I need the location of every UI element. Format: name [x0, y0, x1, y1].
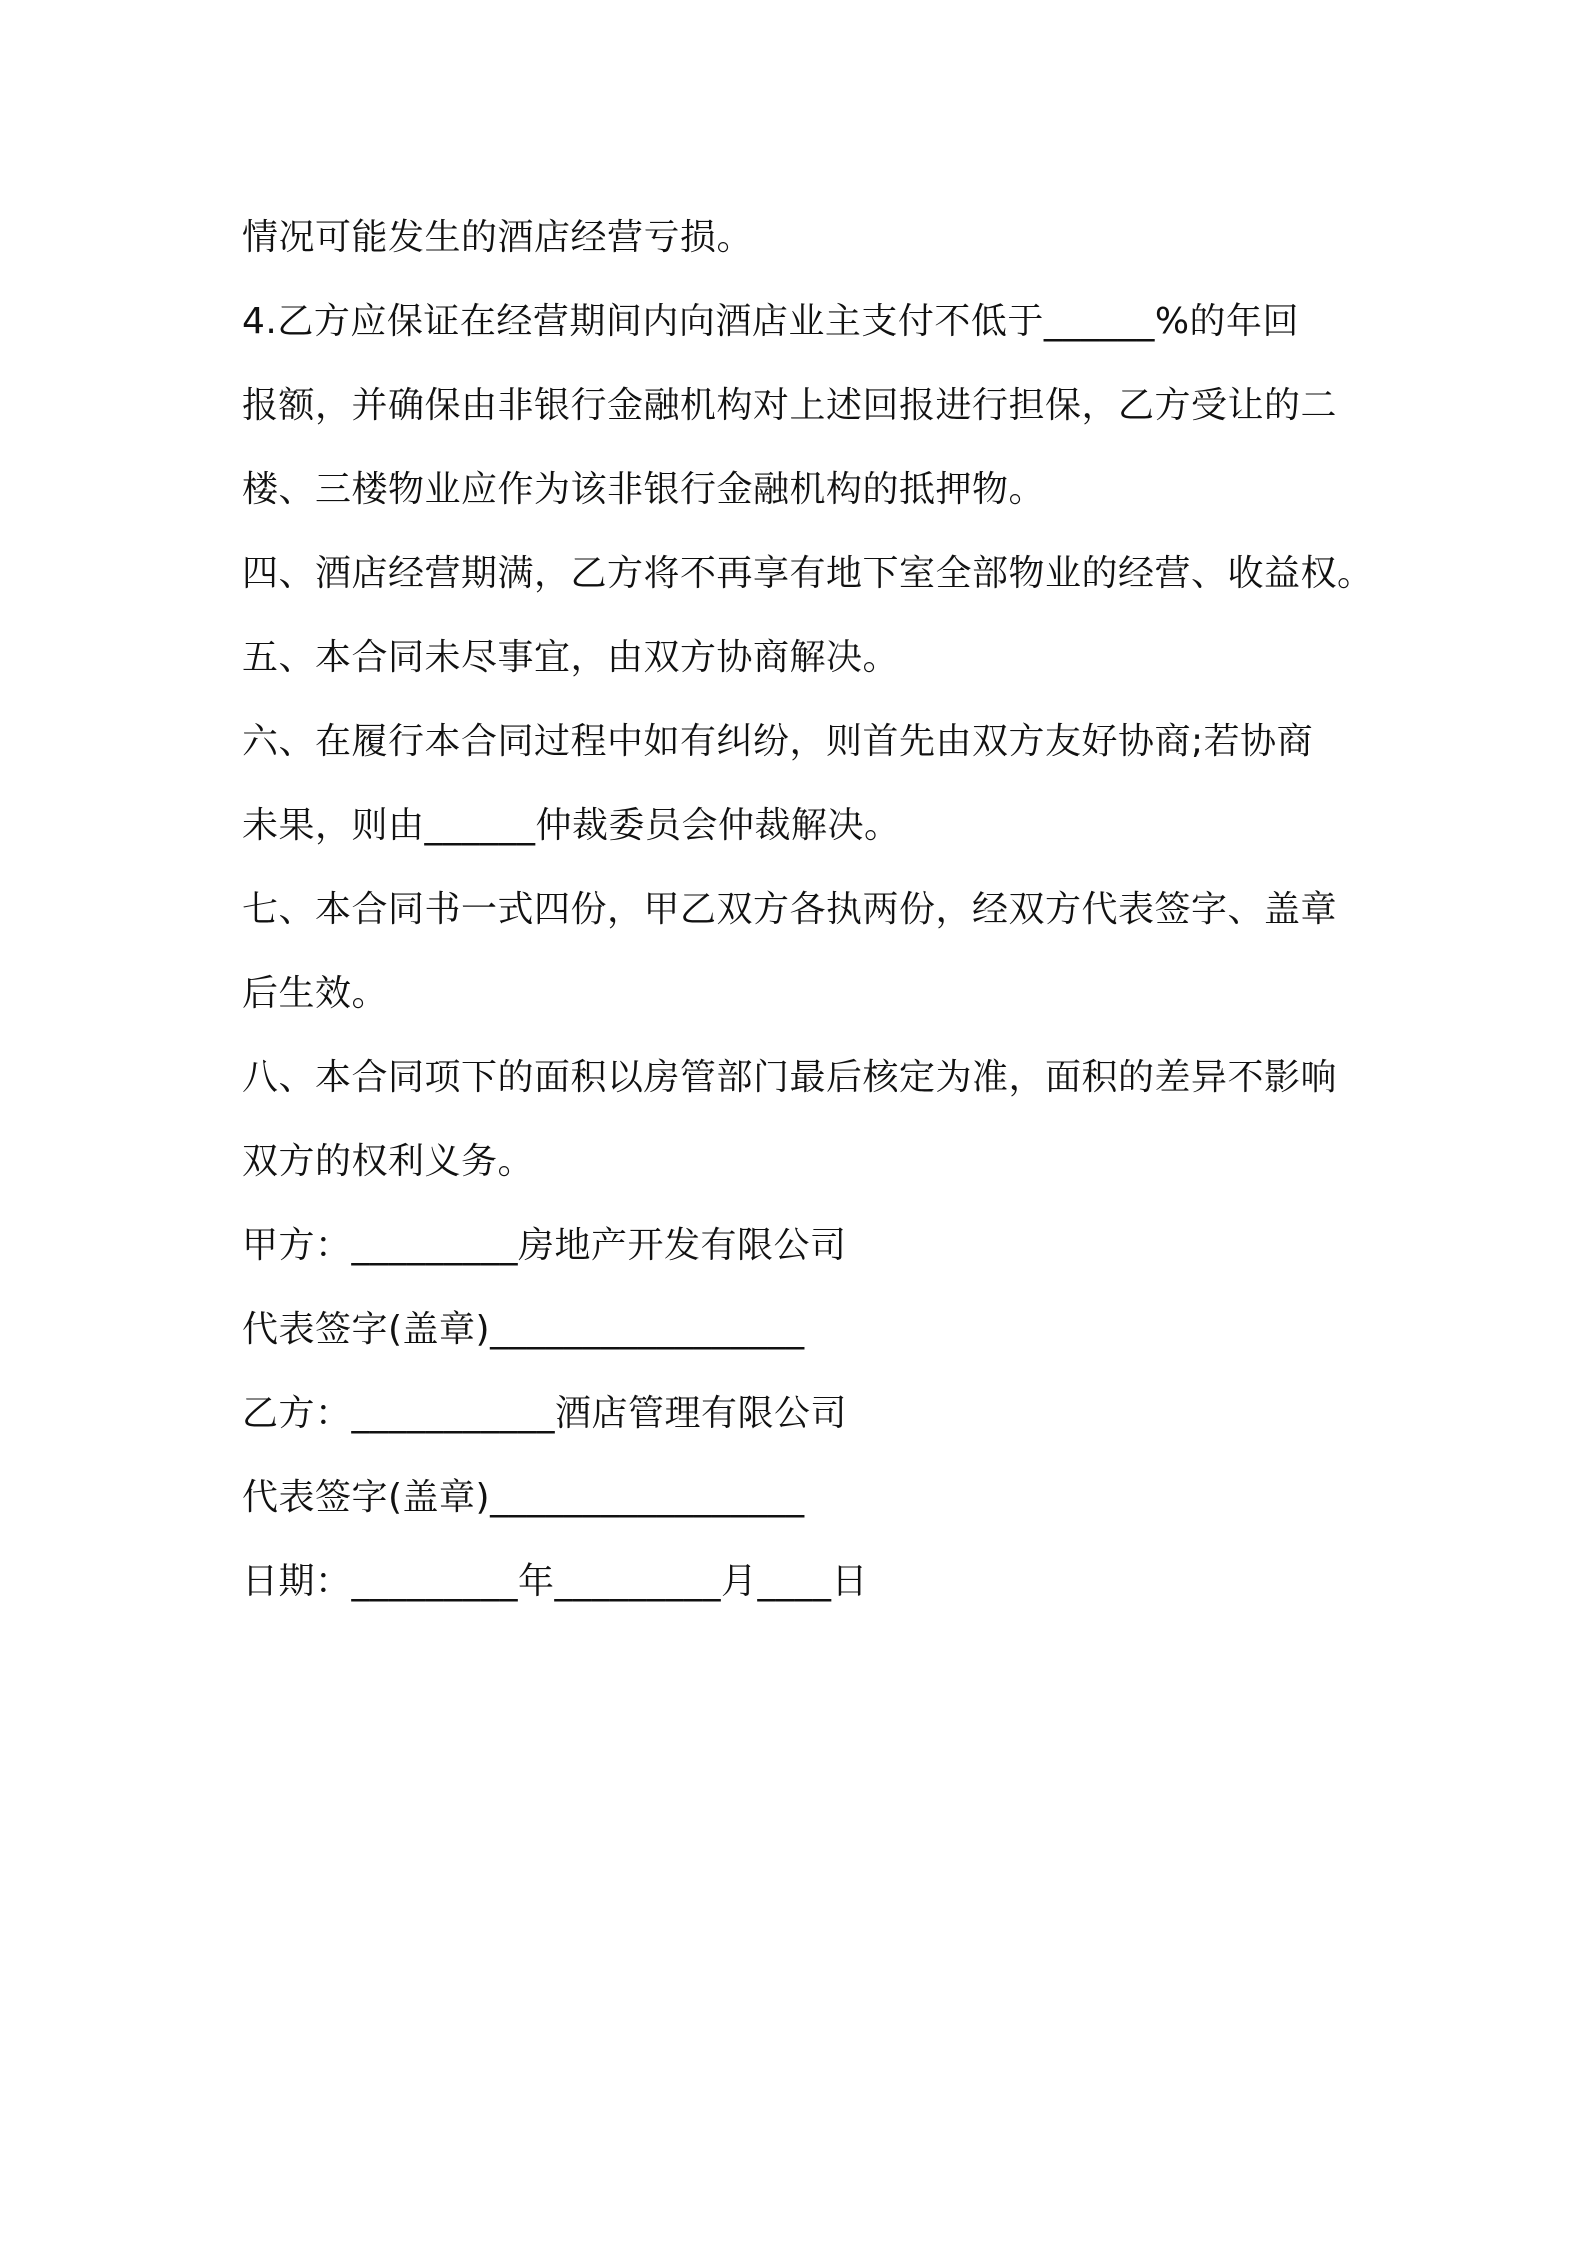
- text-line: 后生效。: [242, 973, 389, 1014]
- party-a-line: 甲方：_________房地产开发有限公司: [242, 1225, 847, 1266]
- text-line: 双方的权利义务。: [242, 1141, 535, 1182]
- party-a-signature-line: 代表签字(盖章)_________________: [242, 1309, 805, 1350]
- text-line: 未果，则由______仲裁委员会仲裁解决。: [242, 805, 901, 846]
- section-four: 四、酒店经营期满，乙方将不再享有地下室全部物业的经营、收益权。: [242, 553, 1374, 594]
- contract-body: [242, 196, 1372, 1624]
- date-line: 日期：_________年_________月____日: [242, 1561, 869, 1602]
- text-line: 楼、三楼物业应作为该非银行金融机构的抵押物。: [242, 469, 1046, 510]
- section-five: 五、本合同未尽事宜，由双方协商解决。: [242, 637, 900, 678]
- party-b-line: 乙方：___________酒店管理有限公司: [242, 1393, 848, 1434]
- section-seven: 七、本合同书一式四份，甲乙双方各执两份，经双方代表签字、盖章: [242, 889, 1338, 930]
- clause-4: 4.乙方应保证在经营期间内向酒店业主支付不低于______%的年回: [242, 301, 1300, 342]
- section-six: 六、在履行本合同过程中如有纠纷，则首先由双方友好协商;若协商: [242, 721, 1314, 762]
- party-b-signature-line: 代表签字(盖章)_________________: [242, 1477, 805, 1518]
- section-eight: 八、本合同项下的面积以房管部门最后核定为准，面积的差异不影响: [242, 1057, 1338, 1098]
- text-line: 报额，并确保由非银行金融机构对上述回报进行担保，乙方受让的二: [242, 385, 1338, 426]
- text-line: 情况可能发生的酒店经营亏损。: [242, 217, 754, 258]
